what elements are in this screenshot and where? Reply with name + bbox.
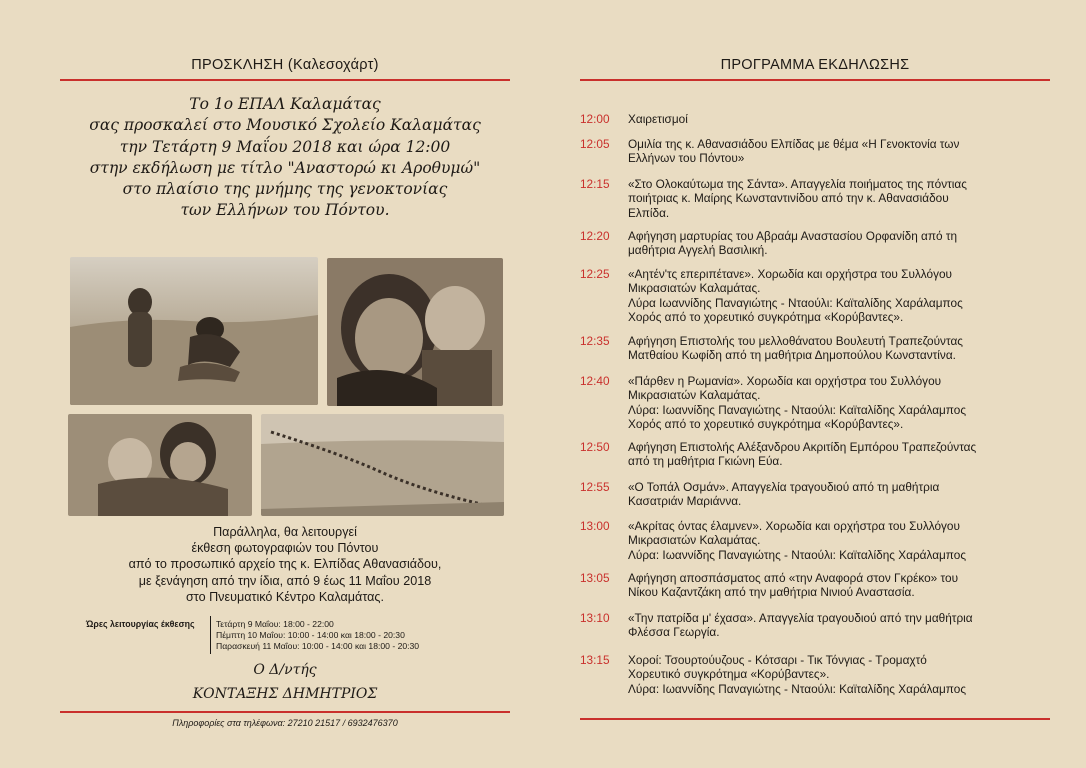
program-item-description: [628, 480, 1058, 509]
program-item-line: Λύρα: Ιωαννίδης Παναγιώτης - Νταούλι: Καϊταλίδης Χαράλαμπος: [628, 681, 967, 696]
hours-line: Παρασκευή 11 Μαΐου: 10:00 - 14:00 και 18:00 - 20:30: [216, 641, 420, 652]
program-item-line: ποιήτριας κ. Μαίρης Κωνσταντινίδου από την κ. Αθανασιάδου: [628, 191, 949, 206]
program-item-line: Αφήγηση Επιστολής Αλέξανδρου Ακριτίδη Εμπόρου Τραπεζούντας: [628, 440, 977, 454]
paragraph-line: στο Πνευματικό Κέντρο Καλαμάτας.: [186, 589, 384, 604]
intro-line: Το 1ο ΕΠΑΛ Καλαμάτας: [189, 95, 381, 113]
program-item-line: Λύρα: Ιωαννίδης Παναγιώτης - Νταούλι: Καϊταλίδης Χαράλαμπος: [628, 402, 967, 417]
program-item-time: 13:05: [580, 571, 610, 585]
invitation-intro: [60, 94, 510, 222]
program-item-line: Κασατριάν Μαριάννα.: [628, 494, 742, 509]
footer-rule: [60, 711, 510, 713]
intro-line: σας προσκαλεί στο Μουσικό Σχολείο Καλαμάτας: [89, 116, 481, 135]
photo-march-column: [261, 414, 504, 516]
program-item-description: [628, 571, 1058, 600]
program-item-description: [628, 440, 1058, 469]
program-item-time: 12:15: [580, 177, 610, 191]
program-item-time: 13:10: [580, 611, 610, 625]
program-item-line: «Στο Ολοκαύτωμα της Σάντα». Απαγγελία ποιήματος της πόντιας: [628, 177, 967, 191]
signature-name: ΚΟΝΤΑΞΗΣ ΔΗΜΗΤΡΙΟΣ: [192, 686, 378, 702]
program-item-time: 13:15: [580, 653, 610, 667]
paragraph-line: από το προσωπικό αρχείο της κ. Ελπίδας Αθανασιάδου,: [128, 557, 442, 572]
program-footer-rule: [580, 718, 1050, 720]
photo-mother-infant: [68, 414, 252, 516]
program-item-line: «Αητέν'τς επεριπέτανε». Χορωδία και ορχήστρα του Συλλόγου: [628, 267, 952, 281]
program-item-line: Ματθαίου Κωφίδη από τη μαθήτρια Δημοπούλου Κωνσταντίνα.: [628, 348, 956, 363]
paragraph-line: με ξενάγηση από την ίδια, από 9 έως 11 Μαΐου 2018: [138, 573, 432, 588]
invitation-header: ΠΡΟΣΚΛΗΣΗ (Καλεσοχάρτ): [191, 57, 379, 73]
program-item-line: Ομιλία της κ. Αθανασιάδου Ελπίδας με θέμα «Η Γενοκτονία των: [628, 137, 960, 151]
intro-line: στο πλαίσιο της μνήμης της γενοκτονίας: [122, 180, 448, 199]
intro-line: στην εκδήλωση με τίτλο "Αναστορώ κι Αροθυμώ": [89, 158, 481, 177]
exhibition-paragraph: [70, 524, 500, 605]
program-item-line: Αφήγηση Επιστολής του μελλοθάνατου Βουλευτή Τραπεζούντας: [628, 334, 963, 348]
hours-line: Τετάρτη 9 Μαΐου: 18:00 - 22:00: [216, 619, 334, 629]
program-item-line: «Την πατρίδα μ' έχασα». Απαγγελία τραγουδιού από την μαθήτρια: [628, 611, 973, 625]
program-item-description: [628, 112, 1058, 126]
program-header: ΠΡΟΓΡΑΜΜΑ ΕΚΔΗΛΩΣΗΣ: [720, 57, 910, 73]
program-item-line: Μικρασιατών Καλαμάτας.: [628, 281, 761, 296]
program-item-time: 12:05: [580, 137, 610, 151]
program-item-line: Αφήγηση μαρτυρίας του Αβραάμ Αναστασίου Ορφανίδη από τη: [628, 229, 958, 243]
program-item-time: 12:25: [580, 267, 610, 281]
program-item-time: 12:00: [580, 112, 610, 126]
program-item-line: Ελλήνων του Πόντου»: [628, 151, 745, 166]
program-item-line: Νίκου Καζαντζάκη από την μαθήτρια Νινιού Αναστασία.: [628, 585, 915, 600]
program-item-line: Αφήγηση αποσπάσματος από «την Αναφορά στον Γκρέκο» του: [628, 571, 959, 585]
program-item-line: Χοροί: Τσουρτούυζους - Κότσαρι - Τικ Τόνγιας - Τρομαχτό: [628, 653, 927, 667]
photo-grandmother-child: [327, 258, 503, 406]
program-item-description: [628, 137, 1058, 166]
hours-label: Ώρες λειτουργίας έκθεσης: [86, 619, 195, 629]
program-item-line: Χαιρετισμοί: [628, 112, 688, 126]
paragraph-line: έκθεση φωτογραφιών του Πόντου: [191, 541, 379, 556]
paragraph-line: Παράλληλα, θα λειτουργεί: [213, 525, 357, 539]
program-header-rule: [580, 79, 1050, 81]
program-item-description: [628, 229, 1058, 258]
program-item-description: [628, 519, 1058, 562]
program-item-description: [628, 653, 1058, 696]
hours-divider: [210, 616, 211, 654]
program-item-line: «Πάρθεν η Ρωμανία». Χορωδία και ορχήστρα του Συλλόγου: [628, 374, 942, 388]
photo-woman-child-field: [70, 257, 318, 405]
program-item-time: 12:35: [580, 334, 610, 348]
program-item-description: [628, 611, 1058, 640]
hours-list: [216, 619, 419, 653]
program-item-description: [628, 374, 1058, 431]
program-item-line: Ελπίδα.: [628, 205, 670, 220]
program-item-line: Λύρα: Ιωαννίδης Παναγιώτης - Νταούλι: Καϊταλίδης Χαράλαμπος: [628, 547, 967, 562]
invitation-header-rule: [60, 79, 510, 81]
intro-line: των Ελλήνων του Πόντου.: [180, 201, 390, 220]
program-item-line: Χορός από το χορευτικό συγκρότημα «Κορύβαντες».: [628, 416, 904, 431]
program-item-line: από τη μαθήτρια Γκιώνη Εύα.: [628, 454, 783, 469]
intro-line: την Τετάρτη 9 Μαΐου 2018 και ώρα 12:00: [119, 137, 451, 156]
program-item-description: [628, 267, 1058, 324]
program-item-line: μαθήτρια Αγγελή Βασιλική.: [628, 243, 768, 258]
program-item-time: 12:20: [580, 229, 610, 243]
program-item-line: «Ο Τοπάλ Οσμάν». Απαγγελία τραγουδιού από τη μαθήτρια: [628, 480, 940, 494]
program-item-line: Χορός από το χορευτικό συγκρότημα «Κορύβαντες».: [628, 309, 904, 324]
program-item-line: «Ακρίτας όντας έλαμνεν». Χορωδία και ορχήστρα του Συλλόγου: [628, 519, 960, 533]
program-item-line: Φλέσσα Γεωργία.: [628, 625, 720, 640]
phone-info: Πληροφορίες στα τηλέφωνα: 27210 21517 / 6932476370: [172, 718, 398, 728]
program-item-line: Χορευτικό συγκρότημα «Κορύβαντες».: [628, 667, 830, 682]
program-item-time: 13:00: [580, 519, 610, 533]
program-item-time: 12:55: [580, 480, 610, 494]
program-item-line: Λύρα Ιωαννίδης Παναγιώτης - Νταούλι: Καϊταλίδης Χαράλαμπος: [628, 295, 963, 310]
program-item-description: [628, 177, 1058, 220]
signature-role: Ο Δ/ντής: [253, 662, 317, 678]
program-item-time: 12:50: [580, 440, 610, 454]
program-item-description: [628, 334, 1058, 363]
program-item-line: Μικρασιατών Καλαμάτας.: [628, 533, 761, 548]
program-item-time: 12:40: [580, 374, 610, 388]
hours-line: Πέμπτη 10 Μαΐου: 10:00 - 14:00 και 18:00 - 20:30: [216, 630, 405, 641]
program-item-line: Μικρασιατών Καλαμάτας.: [628, 388, 761, 403]
